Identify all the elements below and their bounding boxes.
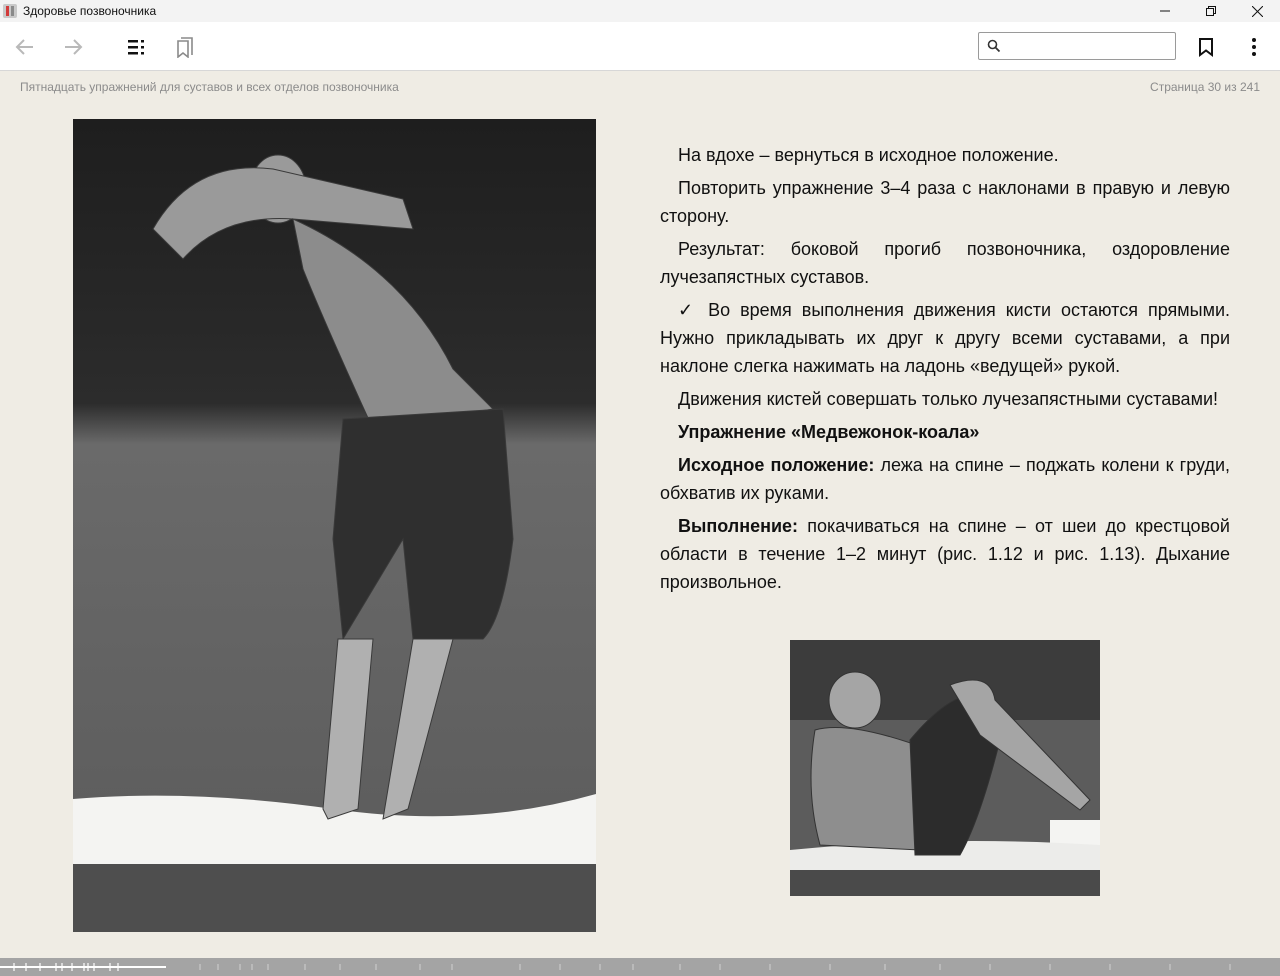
execution-label: Выполнение: bbox=[678, 516, 799, 536]
bookmarks-list-icon bbox=[175, 36, 195, 58]
minimize-icon bbox=[1160, 6, 1170, 16]
bookmark-button[interactable] bbox=[1193, 34, 1219, 60]
paragraph: ✓ Во время выполнения движения кисти остаются прямыми. Нужно прикладывать их друг к другу всеми суставами, а при наклоне слегка нажимать на ладонь «ведущей» рукой. bbox=[660, 300, 1230, 376]
paragraph bbox=[660, 451, 1230, 507]
chapter-ticks bbox=[0, 962, 1280, 972]
close-icon bbox=[1252, 6, 1263, 17]
exercise-photo-koala bbox=[790, 640, 1100, 896]
reading-progress-fill bbox=[0, 966, 166, 968]
exercise-photo-side-bend bbox=[73, 119, 596, 932]
paragraph: На вдохе – вернуться в исходное положение. bbox=[678, 145, 1059, 165]
minimize-button[interactable] bbox=[1142, 0, 1188, 22]
paragraph: Результат: боковой прогиб позвоночника, оздоровление лучезапястных суставов. bbox=[660, 239, 1230, 287]
restore-button[interactable] bbox=[1188, 0, 1234, 22]
start-position-label: Исходное положение: bbox=[678, 455, 875, 475]
reading-progress-bar[interactable] bbox=[0, 958, 1280, 976]
restore-icon bbox=[1206, 6, 1216, 16]
search-input[interactable] bbox=[1007, 36, 1171, 56]
page-text bbox=[660, 141, 1230, 601]
paragraph: Движения кистей совершать только лучезапястными суставами! bbox=[678, 389, 1218, 409]
close-button[interactable] bbox=[1234, 0, 1280, 22]
bookmarks-list-button[interactable] bbox=[172, 34, 198, 60]
more-vertical-icon bbox=[1251, 37, 1257, 57]
paragraph bbox=[660, 512, 1230, 596]
arrow-right-icon bbox=[63, 37, 83, 57]
page-counter: Страница 30 из 241 bbox=[1150, 80, 1260, 94]
search-icon bbox=[987, 39, 1001, 53]
execution-text: покачиваться на спине – от шеи до крестцовой области в течение 1–2 минут (рис. 1.12 и рис. 1.13). Дыхание произвольное. bbox=[660, 516, 1230, 592]
table-of-contents-icon bbox=[126, 37, 148, 57]
contents-button[interactable] bbox=[124, 34, 150, 60]
forward-button[interactable] bbox=[60, 34, 86, 60]
arrow-left-icon bbox=[15, 37, 35, 57]
app-book-icon bbox=[3, 4, 17, 18]
running-header: Пятнадцать упражнений для суставов и всех отделов позвоночника bbox=[20, 80, 399, 94]
back-button[interactable] bbox=[12, 34, 38, 60]
window-title: Здоровье позвоночника bbox=[23, 4, 157, 18]
exercise-title: Упражнение «Медвежонок-коала» bbox=[678, 422, 980, 442]
bookmark-icon bbox=[1197, 37, 1215, 57]
paragraph: Повторить упражнение 3–4 раза с наклонами в правую и левую сторону. bbox=[660, 178, 1230, 226]
toolbar bbox=[0, 22, 1280, 71]
exercise-heading bbox=[660, 418, 1230, 446]
start-position-text: лежа на спине – поджать колени к груди, обхватив их руками. bbox=[660, 455, 1231, 503]
more-menu-button[interactable] bbox=[1241, 34, 1267, 60]
window-controls bbox=[1142, 0, 1280, 22]
title-bar bbox=[0, 0, 1280, 22]
search-field[interactable] bbox=[978, 32, 1176, 60]
